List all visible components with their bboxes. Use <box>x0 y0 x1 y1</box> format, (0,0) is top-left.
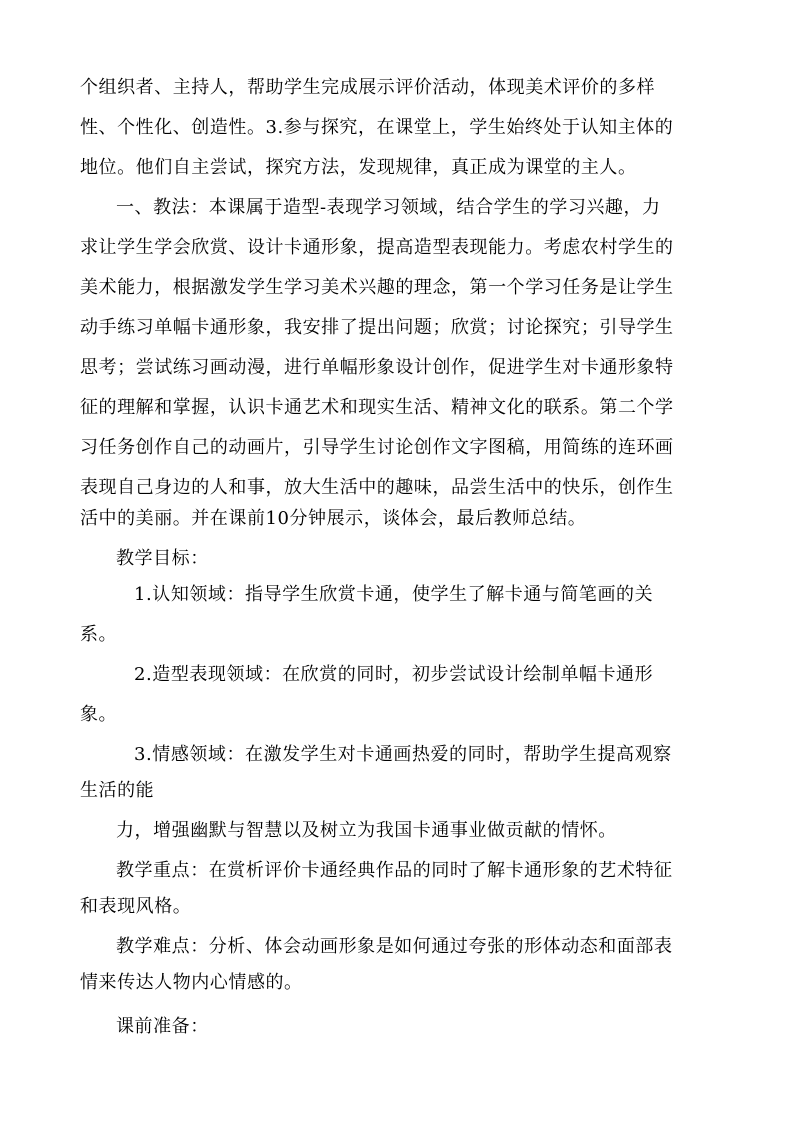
paragraph-line: 地位。他们自主尝试，探究方法，发现规律，真正成为课堂的主人。 <box>80 157 637 178</box>
list-item-continuation: 生活的能 <box>80 780 155 801</box>
paragraph-line: 求让学生学会欣赏、设计卡通形象，提高造型表现能力。考虑农村学生的 <box>80 237 674 258</box>
section-heading: 教学目标： <box>116 548 209 569</box>
paragraph-line: 教学难点：分析、体会动画形象是如何通过夸张的形体动态和面部表 <box>116 936 673 957</box>
paragraph-line: 征的理解和掌握，认识卡通艺术和现实生活、精神文化的联系。第二个学 <box>80 397 674 418</box>
paragraph-line: 情来传达人物内心情感的。 <box>80 972 303 993</box>
list-item: 3.情感领域：在激发学生对卡通画热爱的同时，帮助学生提高观察 <box>134 744 672 765</box>
section-heading: 课前准备： <box>116 1016 209 1037</box>
paragraph-line: 表现自己身边的人和事，放大生活中的趣味，品尝生活中的快乐，创作生 <box>80 477 674 498</box>
paragraph-line: 美术能力，根据激发学生学习美术兴趣的理念，第一个学习任务是让学生 <box>80 277 674 298</box>
paragraph-line: 一、教法：本课属于造型-表现学习领域，结合学生的学习兴趣，力 <box>116 197 661 218</box>
paragraph-line: 性、个性化、创造性。3.参与探究，在课堂上，学生始终处于认知主体的 <box>80 117 674 138</box>
paragraph-line: 和表现风格。 <box>80 896 192 917</box>
list-item-continuation: 力，增强幽默与智慧以及树立为我国卡通事业做贡献的情怀。 <box>116 820 617 841</box>
list-item: 1.认知领域：指导学生欣赏卡通，使学生了解卡通与简笔画的关 <box>134 584 654 605</box>
paragraph-line: 活中的美丽。并在课前10分钟展示，谈体会，最后教师总结。 <box>80 508 587 529</box>
list-item-continuation: 象。 <box>80 704 118 725</box>
list-item: 2.造型表现领域：在欣赏的同时，初步尝试设计绘制单幅卡通形 <box>134 664 654 685</box>
paragraph-line: 动手练习单幅卡通形象，我安排了提出问题；欣赏；讨论探究；引导学生 <box>80 317 674 338</box>
paragraph-line: 习任务创作自己的动画片，引导学生讨论创作文字图稿，用简练的连环画 <box>80 437 674 458</box>
paragraph-line: 教学重点：在赏析评价卡通经典作品的同时了解卡通形象的艺术特征 <box>116 860 673 881</box>
list-item-continuation: 系。 <box>80 624 118 645</box>
paragraph-line: 思考；尝试练习画动漫，进行单幅形象设计创作，促进学生对卡通形象特 <box>80 357 674 378</box>
paragraph-line: 个组织者、主持人，帮助学生完成展示评价活动，体现美术评价的多样 <box>80 77 656 98</box>
